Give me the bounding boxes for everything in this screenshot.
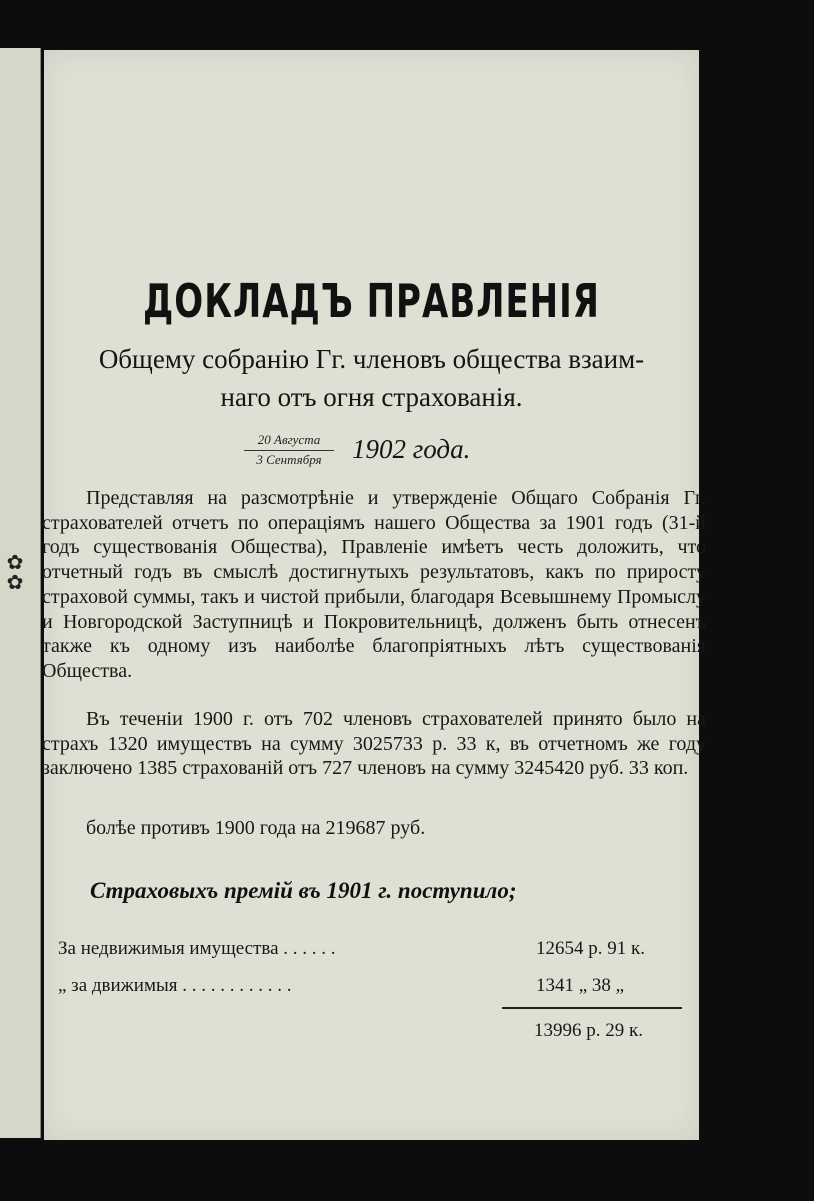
- page-title: ДОКЛАДЪ ПРАВЛЕНІЯ: [143, 275, 600, 329]
- document-page: [42, 50, 706, 1140]
- date-year: 1902 года.: [352, 434, 471, 464]
- premium-row-amount: 1341 „ 38 „: [536, 975, 625, 996]
- premium-row-label: „ за движимыя . . . . . . . . . . . .: [58, 975, 292, 996]
- ornament-icon: ✿ ✿: [6, 552, 24, 594]
- date-lower: 3 Сентября: [256, 452, 322, 467]
- date-fraction: [244, 432, 334, 468]
- date-block: [244, 430, 604, 480]
- paragraph-members-text: Въ теченіи 1900 г. отъ 702 членовъ страхователей принято было на страхъ 1320 имуществъ на сумму 3025733 р. 33 к, въ отчетномъ же году заключено 1385 страхованій отъ 727 членовъ на сумму 3245420 руб. 33 коп.: [42, 708, 706, 780]
- paragraph-increase: болѣе противъ 1900 года на 219687 руб.: [86, 817, 426, 839]
- adjacent-page-edge: [0, 48, 41, 1138]
- paragraph-members: [42, 707, 706, 781]
- premium-row-label: За недвижимыя имущества . . . . . .: [58, 938, 336, 959]
- subtitle-line-1: Общему собранію Гг. членовъ общества взаим-: [98, 344, 645, 374]
- premiums-total: 13996 р. 29 к.: [534, 1020, 643, 1041]
- subtitle-line-2: наго отъ огня страхованія.: [220, 382, 523, 412]
- premium-row-amount: 12654 р. 91 к.: [536, 938, 645, 959]
- paragraph-intro-text: Представляя на разсмотрѣніе и утвержденіе Общаго Собранія Гг. страхователей отчетъ по операціямъ нашего Общества за 1901 годъ (31-й годъ существованія Общества), Правленіе имѣетъ честь доложить, что отчетный годъ въ смыслѣ достигнутыхъ результатовъ, какъ по приросту страховой суммы, такъ и чистой прибыли, благодаря Всевышнему Промыслу и Новгородской Заступницѣ и Покровительницѣ, долженъ быть отнесенъ также къ одному изъ наиболѣе благопріятныхъ лѣтъ существованія Общества.: [42, 487, 706, 682]
- sum-divider: [502, 1007, 682, 1009]
- page-subtitle: [44, 340, 699, 416]
- premiums-heading: Страховыхъ премій въ 1901 г. поступило;: [90, 878, 517, 903]
- date-upper: 20 Августа: [244, 432, 334, 451]
- paragraph-intro: [42, 486, 706, 684]
